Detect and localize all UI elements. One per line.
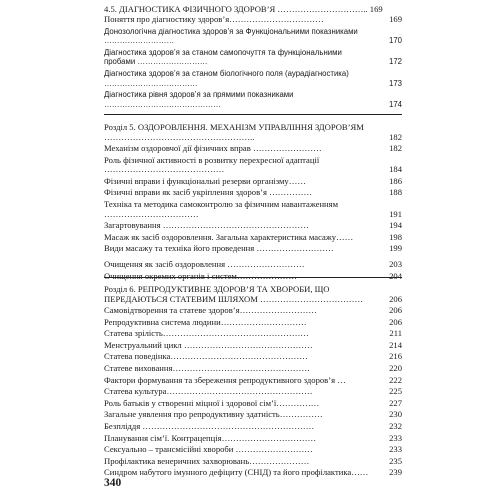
- toc-entry: Техніка та методика самоконтролю за фізичним навантаженням …………………………… 191: [104, 198, 402, 219]
- toc-entry: Менструальний цикл ……………………………………… 214: [104, 339, 402, 350]
- toc-entry: Донозологічна діагностика здоров’я за Функціональними показниками ……………………… 170: [104, 26, 402, 46]
- toc-entry: Види масажу та техніка його проведення ……………………… 199: [104, 243, 402, 254]
- toc-entry: Загальне уявлення про репродуктивну здатність…………… 230: [104, 409, 402, 420]
- toc-heading: Розділ 6. РЕПРОДУКТИВНЕ ЗДОРОВ’Я ТА ХВОРОБИ, ЩО ПЕРЕДАЮТЬСЯ СТАТЕВИМ ШЛЯХОМ ……………………………… 206: [104, 284, 402, 304]
- toc-entry: Роль фізичної активності в розвитку перехресної адаптації …………………………………… 184: [104, 154, 402, 175]
- toc-entry: Масаж як засіб оздоровлення. Загальна характеристика масажу…… 198: [104, 231, 402, 242]
- toc-entry: Статева зрілість…………………………………………… 211: [104, 328, 402, 339]
- toc-entry: Очищення як засіб оздоровлення ……………………… 203: [104, 258, 402, 269]
- toc-entry: Поняття про діагностику здоров’я…………………………… 169: [104, 14, 402, 24]
- toc-entry: Механізм оздоровчої дії фізичних вправ …………………… 182: [104, 143, 402, 153]
- toc-entry: Фактори формування та збереження репродуктивного здоров’я … 222: [104, 374, 402, 385]
- toc-block-health-improvement: [104, 122, 402, 281]
- page-number: 340: [104, 477, 122, 489]
- toc-entry: Самовідтворення та статеве здоров’я……………………… 206: [104, 305, 402, 315]
- toc-entry: Сексуально – трансмісійні хвороби ……………………… 233: [104, 444, 402, 455]
- toc-entry: Синдром набутого імунного дефіциту (СНІД) та його профілактика…… 239: [104, 467, 402, 478]
- toc-entry: Діагностика здоров’я за станом біологічного поля (аурадіагностика) ……………………………… 173: [104, 68, 402, 88]
- toc-heading: Розділ 5. ОЗДОРОВЛЕННЯ. МЕХАНІЗМ УПРАВЛІННЯ ЗДОРОВ’ЯМ …………………………………………….. 182: [104, 122, 402, 142]
- toc-heading: 4.5. ДІАГНОСТИКА ФІЗИЧНОГО ЗДОРОВ’Я ………………………….. 169: [104, 4, 383, 14]
- toc-entry: Безпліддя …………………………………………………… 232: [104, 420, 402, 431]
- toc-block-reproductive-health: [104, 284, 402, 478]
- toc-entry: Статева поведінка………………………………………… 216: [104, 351, 402, 362]
- section-divider: [104, 277, 402, 278]
- toc-entry: Планування сім’ї. Контрацепція…………………………… 233: [104, 432, 402, 443]
- toc-entry: Фізичні вправи і функціональні резерви організму…… 186: [104, 175, 402, 186]
- toc-block-diagnostics: [104, 4, 402, 109]
- toc-entry: Очищення окремих органів і систем………………… 204: [104, 270, 402, 281]
- toc-entry: Фізичні вправи як засіб укріплення здоров’я …………… 188: [104, 187, 402, 198]
- toc-entry: Статеве виховання………………………………………… 220: [104, 362, 402, 373]
- toc-entry: Статева культура…………………………………………… 225: [104, 386, 402, 397]
- toc-entry: Репродуктивна система людини………………………… 206: [104, 316, 402, 327]
- toc-entry: Роль батьків у створенні міцної і здорової сім’ї…………… 227: [104, 397, 402, 408]
- section-divider: [104, 114, 402, 115]
- toc-entry: Загартовування …………………………………………… 194: [104, 220, 402, 231]
- toc-entry: Діагностика здоров’я за станом самопочуття та функціональними пробами ……………………… 172: [104, 47, 402, 67]
- toc-entry: Профілактика венеричних захворювань………………… 235: [104, 455, 402, 466]
- toc-entry: Діагностика рівня здоров’я за прямими показниками ……………………………………… 174: [104, 90, 402, 109]
